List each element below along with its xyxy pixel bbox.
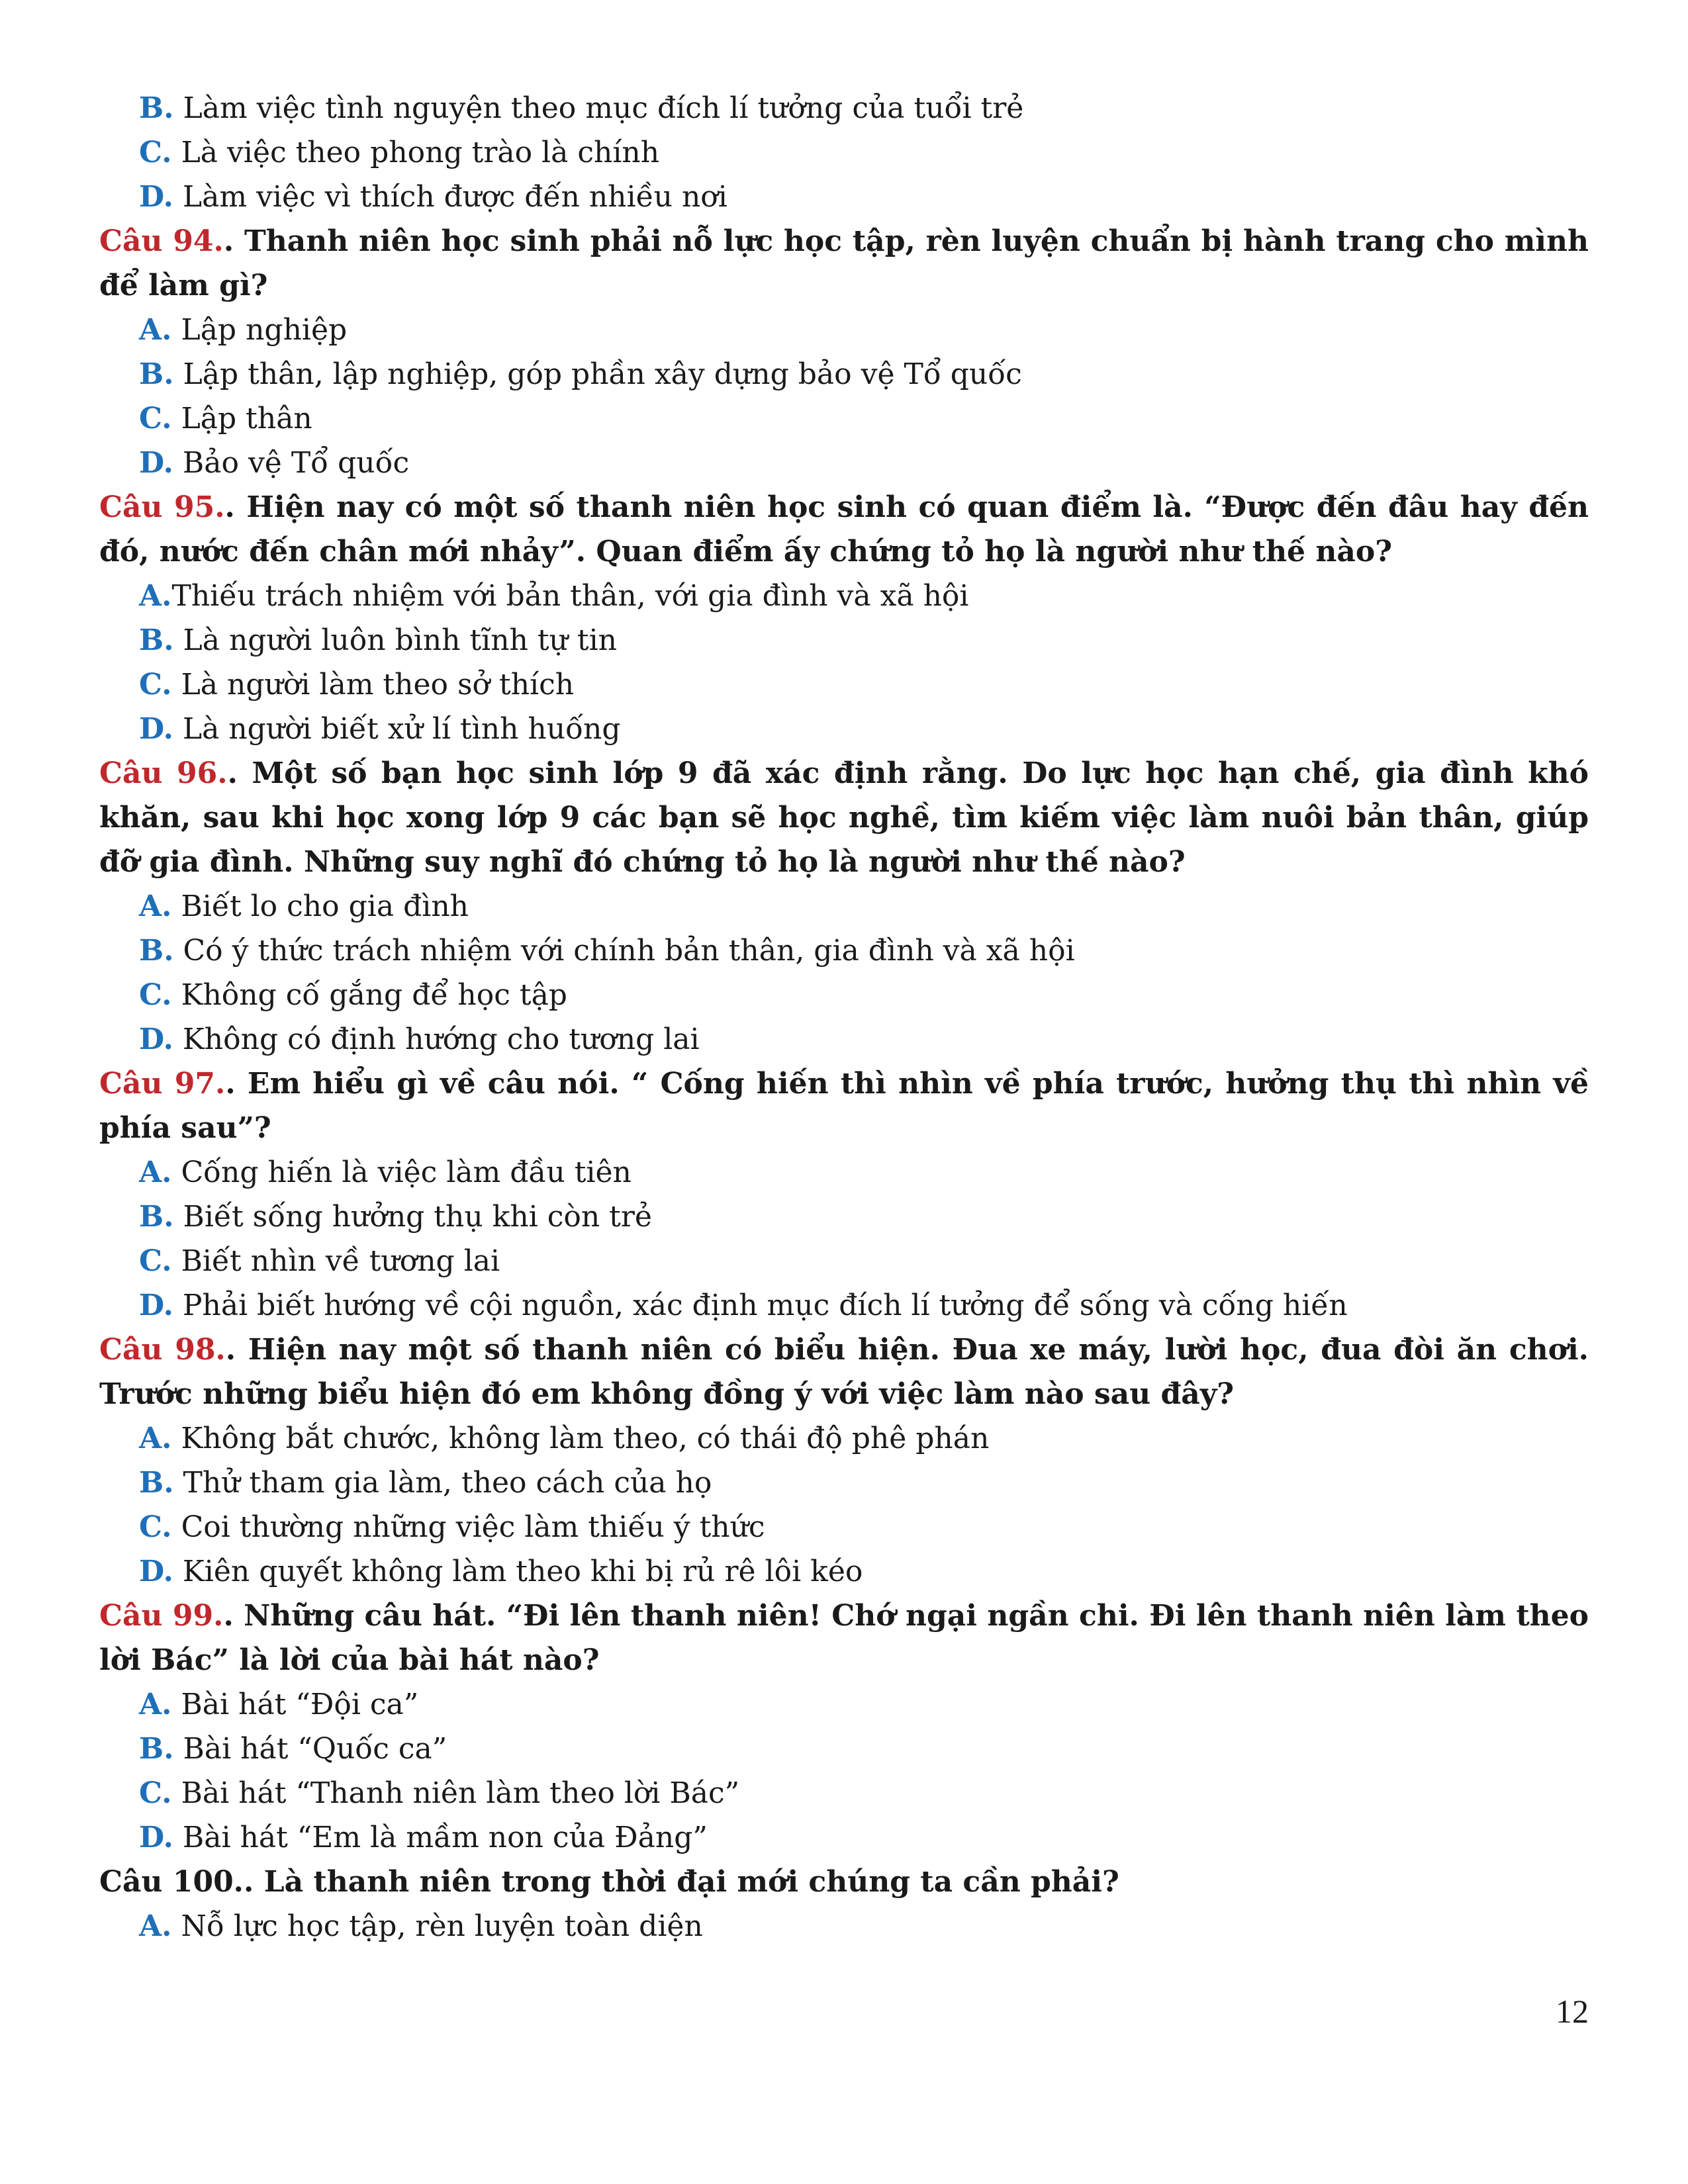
option-letter: C. xyxy=(139,402,172,435)
option-text: Biết sống hưởng thụ khi còn trẻ xyxy=(183,1200,652,1234)
option-row xyxy=(99,662,1589,707)
question-99 xyxy=(99,1594,1589,1682)
option-text: Là người làm theo sở thích xyxy=(181,668,575,702)
option-letter: B. xyxy=(139,1732,174,1766)
option-row xyxy=(99,130,1589,175)
option-row xyxy=(99,1815,1589,1860)
option-text: Là việc theo phong trào là chính xyxy=(181,136,660,169)
option-letter: D. xyxy=(139,180,173,214)
page-number: 12 xyxy=(1556,1993,1589,2030)
question-number: Câu 99. xyxy=(99,1599,224,1633)
option-letter: C. xyxy=(139,1244,172,1278)
option-row xyxy=(99,175,1589,219)
option-letter: A. xyxy=(139,1909,172,1943)
question-text: . Thanh niên học sinh phải nỗ lực học tập, rèn luyện chuẩn bị hành trang cho mình để làm gì? xyxy=(99,224,1589,302)
option-row xyxy=(99,1549,1589,1594)
question-text: . Một số bạn học sinh lớp 9 đã xác định rằng. Do lực học hạn chế, gia đình khó khăn, sau khi học xong lớp 9 các bạn sẽ học nghề, tìm kiếm việc làm nuôi bản thân, giúp đỡ gia đình. Những suy nghĩ đó chứng tỏ họ là người như thế nào? xyxy=(99,756,1589,879)
option-text: Không bắt chước, không làm theo, có thái độ phê phán xyxy=(181,1422,990,1455)
option-text: Thử tham gia làm, theo cách của họ xyxy=(183,1466,712,1500)
question-number: Câu 97. xyxy=(99,1067,226,1101)
option-row xyxy=(99,884,1589,929)
option-letter: C. xyxy=(139,1510,172,1544)
question-number: Câu 100. xyxy=(99,1865,244,1899)
option-text: Biết nhìn về tương lai xyxy=(181,1244,500,1278)
option-row xyxy=(99,1771,1589,1815)
option-row xyxy=(99,1904,1589,1948)
option-text: Bài hát “Thanh niên làm theo lời Bác” xyxy=(181,1776,740,1810)
option-text: Làm việc tình nguyện theo mục đích lí tưởng của tuổi trẻ xyxy=(183,91,1024,125)
option-text: Có ý thức trách nhiệm với chính bản thân, gia đình và xã hội xyxy=(183,934,1075,968)
option-letter: D. xyxy=(139,1821,173,1854)
option-letter: D. xyxy=(139,1555,173,1588)
question-number: Câu 95. xyxy=(99,490,225,524)
question-text: . Những câu hát. “Đi lên thanh niên! Chớ ngại ngần chi. Đi lên thanh niên làm theo lời Bác” là lời của bài hát nào? xyxy=(99,1599,1589,1677)
option-letter: C. xyxy=(139,978,172,1012)
option-text: Là người luôn bình tĩnh tự tin xyxy=(183,623,617,657)
option-letter: B. xyxy=(139,1466,174,1500)
option-row xyxy=(99,441,1589,485)
question-number: Câu 96. xyxy=(99,756,228,790)
option-text: Bài hát “Quốc ca” xyxy=(183,1732,447,1766)
question-number: Câu 98. xyxy=(99,1333,226,1367)
option-row xyxy=(99,1461,1589,1505)
option-text: Không có định hướng cho tương lai xyxy=(182,1023,700,1056)
question-number: Câu 94. xyxy=(99,224,224,258)
option-letter: A. xyxy=(139,313,172,347)
option-letter: D. xyxy=(139,712,173,746)
option-row xyxy=(99,86,1589,130)
question-text: . Là thanh niên trong thời đại mới chúng ta cần phải? xyxy=(244,1865,1119,1899)
question-96 xyxy=(99,751,1589,884)
option-text: Bài hát “Đội ca” xyxy=(181,1688,419,1721)
option-row xyxy=(99,1283,1589,1328)
option-text: Là người biết xử lí tình huống xyxy=(182,712,621,746)
option-text: Làm việc vì thích được đến nhiều nơi xyxy=(182,180,727,214)
option-letter: C. xyxy=(139,136,172,169)
option-letter: A. xyxy=(139,579,172,613)
option-row xyxy=(99,1195,1589,1239)
option-letter: A. xyxy=(139,1156,172,1189)
option-letter: D. xyxy=(139,1023,173,1056)
question-text: . Em hiểu gì về câu nói. “ Cống hiến thì nhìn về phía trước, hưởng thụ thì nhìn về phía sau”? xyxy=(99,1067,1589,1145)
question-100 xyxy=(99,1860,1589,1904)
question-95 xyxy=(99,485,1589,574)
question-97 xyxy=(99,1062,1589,1150)
option-row xyxy=(99,1150,1589,1195)
option-letter: A. xyxy=(139,1422,172,1455)
option-letter: C. xyxy=(139,1776,172,1810)
option-text: Bài hát “Em là mầm non của Đảng” xyxy=(182,1821,708,1854)
option-row xyxy=(99,308,1589,352)
option-row xyxy=(99,973,1589,1017)
option-letter: B. xyxy=(139,934,174,968)
option-row xyxy=(99,396,1589,441)
question-94 xyxy=(99,219,1589,308)
question-98 xyxy=(99,1328,1589,1416)
option-row xyxy=(99,1416,1589,1461)
option-row xyxy=(99,1505,1589,1549)
option-row xyxy=(99,1017,1589,1062)
option-text: Lập nghiệp xyxy=(181,313,348,347)
option-text: Cống hiến là việc làm đầu tiên xyxy=(181,1156,632,1189)
option-row xyxy=(99,1682,1589,1727)
option-row xyxy=(99,352,1589,396)
option-text: Lập thân xyxy=(181,402,312,435)
option-letter: A. xyxy=(139,889,172,923)
option-text: Phải biết hướng về cội nguồn, xác định mục đích lí tưởng để sống và cống hiến xyxy=(182,1289,1348,1322)
option-text: Bảo vệ Tổ quốc xyxy=(182,446,410,480)
option-text: Biết lo cho gia đình xyxy=(181,889,469,923)
option-row xyxy=(99,1239,1589,1283)
option-letter: B. xyxy=(139,1200,174,1234)
option-row xyxy=(99,1727,1589,1771)
option-letter: A. xyxy=(139,1688,172,1721)
option-text: Coi thường những việc làm thiếu ý thức xyxy=(181,1510,765,1544)
option-letter: B. xyxy=(139,357,174,391)
option-row xyxy=(99,929,1589,973)
option-row xyxy=(99,707,1589,751)
option-text: Thiếu trách nhiệm với bản thân, với gia đình và xã hội xyxy=(171,579,969,613)
question-text: . Hiện nay một số thanh niên có biểu hiện. Đua xe máy, lười học, đua đòi ăn chơi. Trước những biểu hiện đó em không đồng ý với việc làm nào sau đây? xyxy=(99,1333,1589,1411)
option-letter: B. xyxy=(139,623,174,657)
option-letter: D. xyxy=(139,446,173,480)
option-letter: C. xyxy=(139,668,172,702)
document-page xyxy=(99,86,1589,1948)
option-text: Nỗ lực học tập, rèn luyện toàn diện xyxy=(181,1909,703,1943)
option-letter: B. xyxy=(139,91,174,125)
option-text: Lập thân, lập nghiệp, góp phần xây dựng bảo vệ Tổ quốc xyxy=(183,357,1022,391)
option-row xyxy=(99,618,1589,662)
option-row xyxy=(99,574,1589,618)
option-letter: D. xyxy=(139,1289,173,1322)
question-text: . Hiện nay có một số thanh niên học sinh có quan điểm là. “Được đến đâu hay đến đó, nước đến chân mới nhảy”. Quan điểm ấy chứng tỏ họ là người như thế nào? xyxy=(99,490,1589,569)
option-text: Kiên quyết không làm theo khi bị rủ rê lôi kéo xyxy=(182,1555,863,1588)
option-text: Không cố gắng để học tập xyxy=(181,978,567,1012)
